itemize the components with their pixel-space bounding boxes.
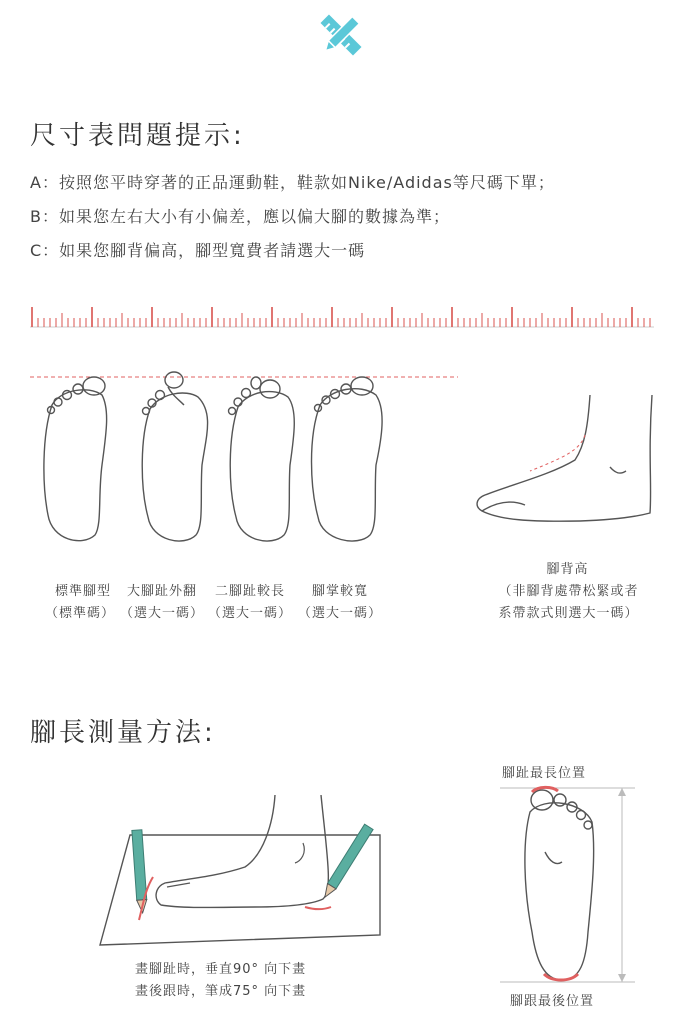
foot-type-name: 大腳趾外翻 bbox=[126, 584, 197, 599]
bunion-foot bbox=[142, 372, 207, 541]
heel-drawing-note: 畫後跟時，筆成75° 向下畫 bbox=[135, 984, 307, 999]
instep-guide-line bbox=[530, 435, 585, 471]
instep-note-1: （非腳背處帶松緊或者 bbox=[498, 584, 639, 599]
toe-drawing-note: 畫腳趾時，垂直90° 向下畫 bbox=[135, 962, 307, 977]
foot-type-name: 標準腳型 bbox=[54, 584, 111, 599]
instep-title: 腳背高 bbox=[546, 562, 589, 577]
ruler-pencil-icon bbox=[316, 10, 366, 60]
foot-type-advice: （選大一碼） bbox=[297, 606, 382, 621]
measure-method-title: 腳長測量方法: bbox=[30, 718, 216, 748]
measure-illustration bbox=[95, 795, 395, 955]
foot-type-advice: （標準碼） bbox=[44, 606, 115, 621]
standard-foot bbox=[44, 377, 107, 541]
instep-foot-illustration bbox=[470, 395, 660, 530]
wide-foot bbox=[312, 377, 383, 541]
foot-types-illustration bbox=[30, 365, 460, 550]
foot-type-advice: （選大一碼） bbox=[119, 606, 204, 621]
instep-note-2: 系帶款式則選大一碼） bbox=[498, 606, 639, 621]
foot-type-advice: （選大一碼） bbox=[207, 606, 292, 621]
size-tips-title: 尺寸表問題提示: bbox=[30, 121, 245, 151]
foot-type-name: 腳掌較寬 bbox=[311, 584, 368, 599]
heel-mark bbox=[305, 907, 331, 909]
heel-position-label: 腳跟最後位置 bbox=[510, 994, 595, 1009]
ruler bbox=[30, 305, 654, 329]
foot-length-illustration bbox=[500, 782, 640, 987]
tip-a: A：按照您平時穿著的正品運動鞋，鞋款如Nike/Adidas等尺碼下單； bbox=[30, 173, 555, 192]
foot-outline bbox=[156, 795, 328, 908]
foot-type-name: 二腳趾較長 bbox=[214, 584, 285, 599]
tip-b: B：如果您左右大小有小偏差，應以偏大腳的數據為準； bbox=[30, 207, 450, 226]
toe-position-label: 腳趾最長位置 bbox=[502, 766, 587, 781]
tip-c: C：如果您腳背偏高，腳型寬費者請選大一碼 bbox=[30, 241, 366, 260]
long-second-toe-foot bbox=[229, 377, 295, 541]
left-pencil bbox=[132, 830, 148, 913]
